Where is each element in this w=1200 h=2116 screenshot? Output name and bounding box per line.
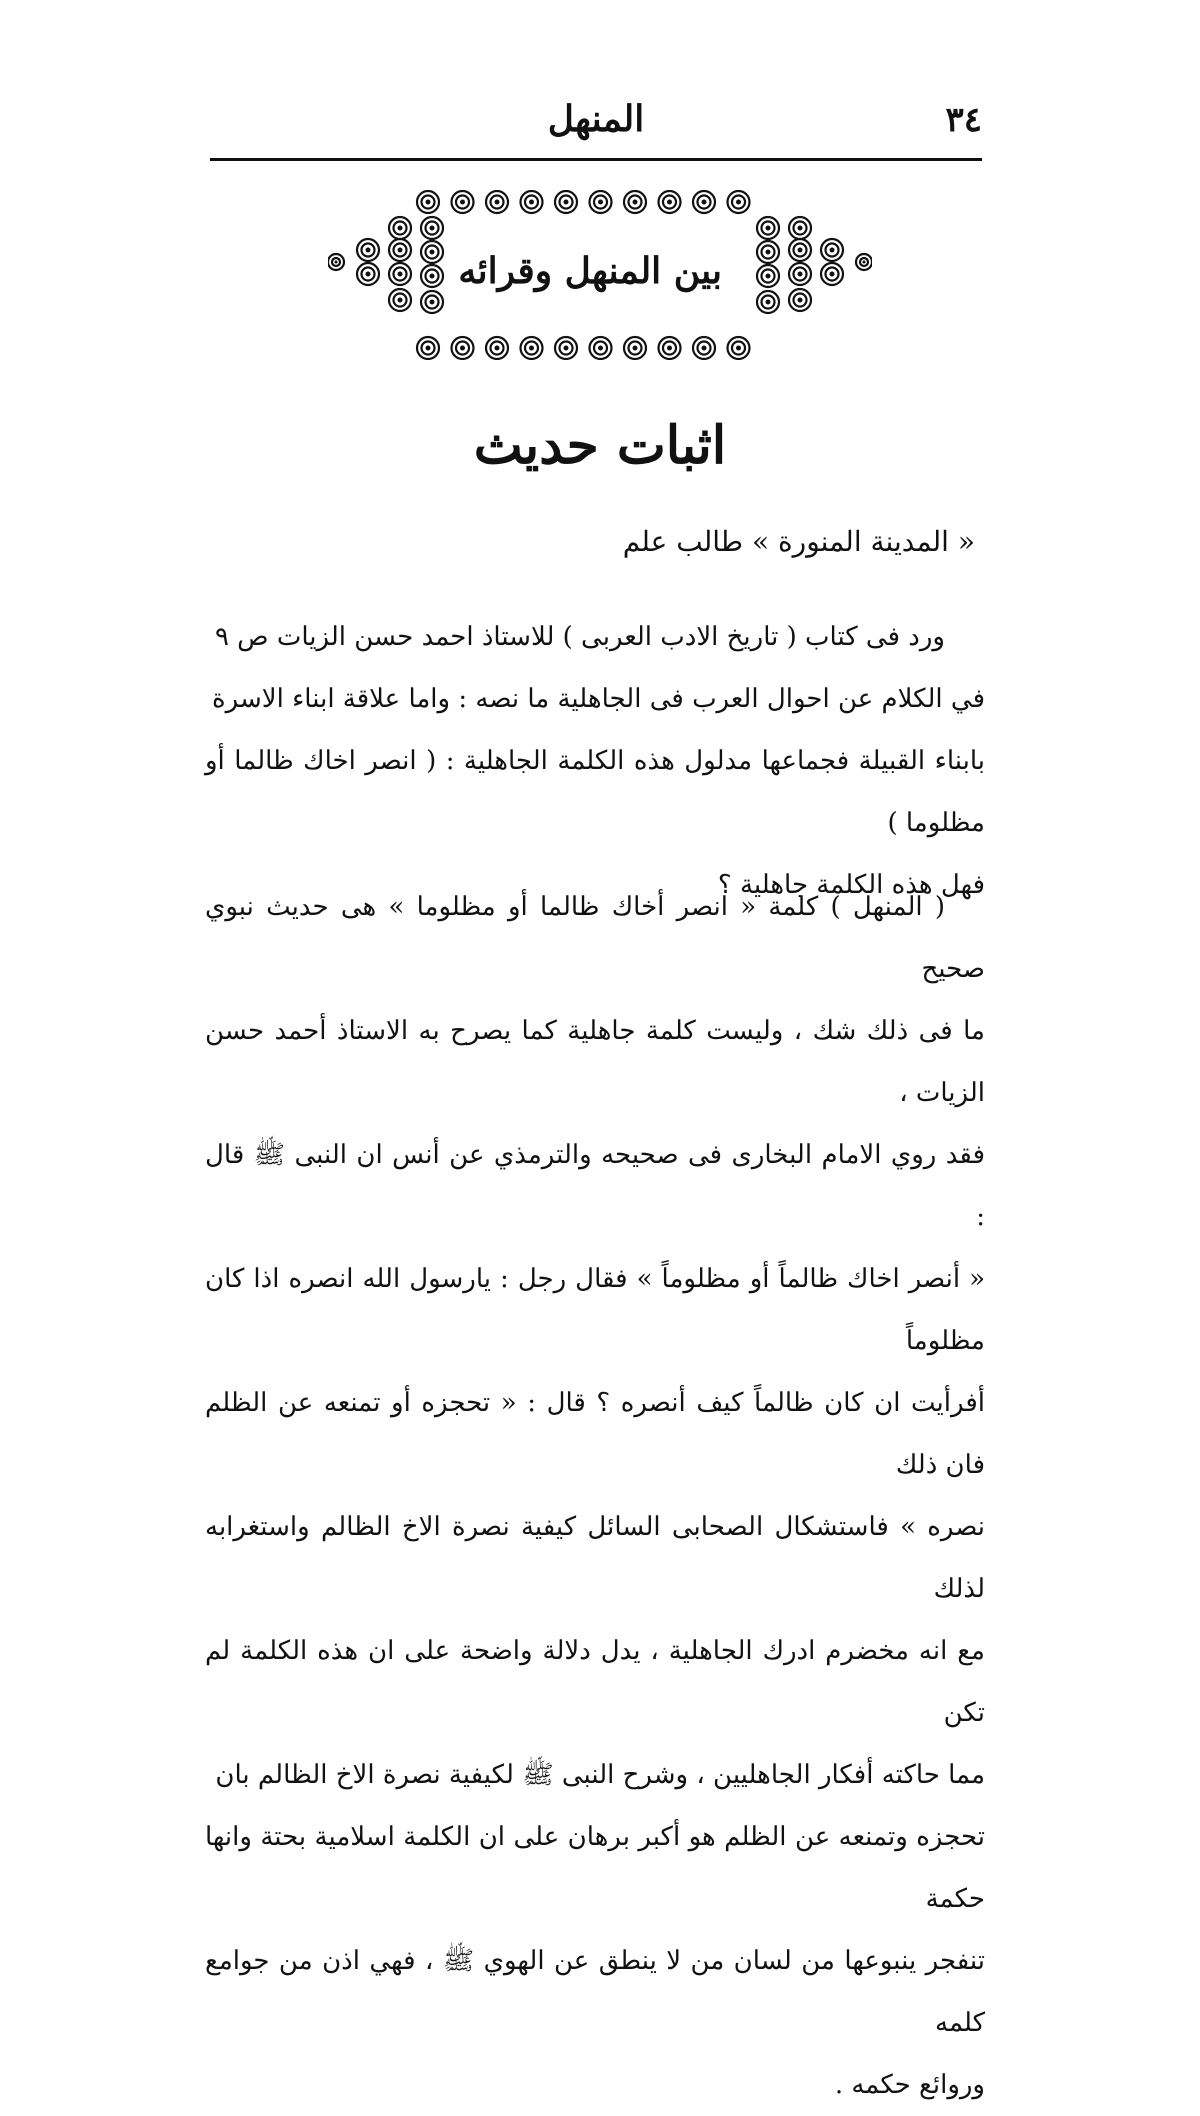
ornament-circle: [757, 291, 779, 313]
question-line: في الكلام عن احوال العرب فى الجاهلية ما نصه : واما علاقة ابناء الاسرة: [212, 684, 985, 714]
ornament-circle: [728, 191, 750, 213]
ornament-circle: [417, 191, 439, 213]
ornament-circle: [624, 191, 646, 213]
question-line: ورد فى كتاب ( تاريخ الادب العربى ) للاستاذ احمد حسن الزيات ص ٩: [214, 622, 945, 652]
ornament-circle: [521, 337, 543, 359]
ornament-circle: [389, 239, 411, 261]
ornament-circle: [659, 191, 681, 213]
ornament-circle: [555, 337, 577, 359]
ornament-circle: [421, 217, 443, 239]
ornament-circle: [789, 217, 811, 239]
answer-line: ما فى ذلك شك ، وليست كلمة جاهلية كما يصرح به الاستاذ أحمد حسن الزيات ،: [205, 1016, 985, 1108]
ornament-circle: [693, 337, 715, 359]
ornament-circle: [389, 217, 411, 239]
answer-line: نصره » فاستشكال الصحابى السائل كيفية نصرة الاخ الظالم واستغرابه لذلك: [205, 1512, 985, 1604]
ornament-circle: [486, 191, 508, 213]
answer-line: فقد روي الامام البخارى فى صحيحه والترمذي عن أنس ان النبى ﷺ قال :: [205, 1140, 985, 1232]
ornament-circle: [821, 263, 843, 285]
ornament-circle: [328, 254, 344, 270]
ornament-circle: [486, 337, 508, 359]
article-title: اثبات حديث: [473, 415, 727, 476]
ornament-circle: [555, 191, 577, 213]
ornament-circle: [789, 263, 811, 285]
ornament-circle: [590, 337, 612, 359]
ornament-circle: [452, 337, 474, 359]
ornament-circle: [357, 239, 379, 261]
answer-line: ( المنهل ) كلمة « انصر أخاك ظالما أو مظلوما » هى حديث نبوي صحيح: [205, 892, 985, 984]
ornament-circle: [693, 191, 715, 213]
page-number: ٣٤: [945, 100, 982, 140]
ornament-circle: [389, 289, 411, 311]
ornament-circle: [452, 191, 474, 213]
answer-line: تحجزه وتمنعه عن الظلم هو أكبر برهان على ان الكلمة اسلامية بحتة وانها حكمة: [205, 1822, 985, 1914]
answer-line: تنفجر ينبوعها من لسان من لا ينطق عن الهوي ﷺ ، فهي اذن من جوامع كلمه: [205, 1946, 986, 2038]
answer-line: مما حاكته أفكار الجاهليين ، وشرح النبى ﷺ لكيفية نصرة الاخ الظالم بان: [215, 1760, 985, 1790]
question-paragraph: [205, 606, 985, 916]
ornament-circle: [789, 239, 811, 261]
page-header: [210, 98, 982, 158]
ornament-circle: [590, 191, 612, 213]
ornament-circle: [389, 263, 411, 285]
ornament-circle: [624, 337, 646, 359]
ornament-circle: [521, 191, 543, 213]
answer-line: وروائع حكمه .: [834, 2070, 985, 2100]
section-ornament: [328, 190, 872, 360]
answer-paragraph: [205, 876, 985, 2116]
ornament-circle: [421, 241, 443, 263]
answer-line: « أنصر اخاك ظالماً أو مظلوماً » فقال رجل : يارسول الله انصره اذا كان مظلوماً: [205, 1264, 985, 1356]
ornament-circle: [421, 291, 443, 313]
byline: « المدينة المنورة » طالب علم: [622, 525, 975, 558]
ornament-circle: [821, 239, 843, 261]
ornament-circle: [856, 254, 872, 270]
ornament-circle: [417, 337, 439, 359]
section-banner: بين المنهل وقرائه: [458, 250, 722, 292]
ornament-circle: [357, 263, 379, 285]
ornament-circle: [728, 337, 750, 359]
answer-line: مع انه مخضرم ادرك الجاهلية ، يدل دلالة واضحة على ان هذه الكلمة لم تكن: [205, 1636, 985, 1728]
header-rule: [210, 158, 982, 161]
ornament-circle: [421, 265, 443, 287]
ornament-circle: [789, 289, 811, 311]
running-title: المنهل: [547, 98, 645, 140]
ornament-circle: [757, 217, 779, 239]
question-line: بابناء القبيلة فجماعها مدلول هذه الكلمة الجاهلية : ( انصر اخاك ظالما أو مظلوما ): [205, 746, 985, 838]
question-line: فهل هذه الكلمة جاهلية ؟: [717, 870, 985, 900]
ornament-circle: [757, 265, 779, 287]
ornament-circle: [757, 241, 779, 263]
ornament-circle: [659, 337, 681, 359]
answer-line: أفرأيت ان كان ظالماً كيف أنصره ؟ قال : « تحجزه أو تمنعه عن الظلم فان ذلك: [205, 1388, 985, 1480]
